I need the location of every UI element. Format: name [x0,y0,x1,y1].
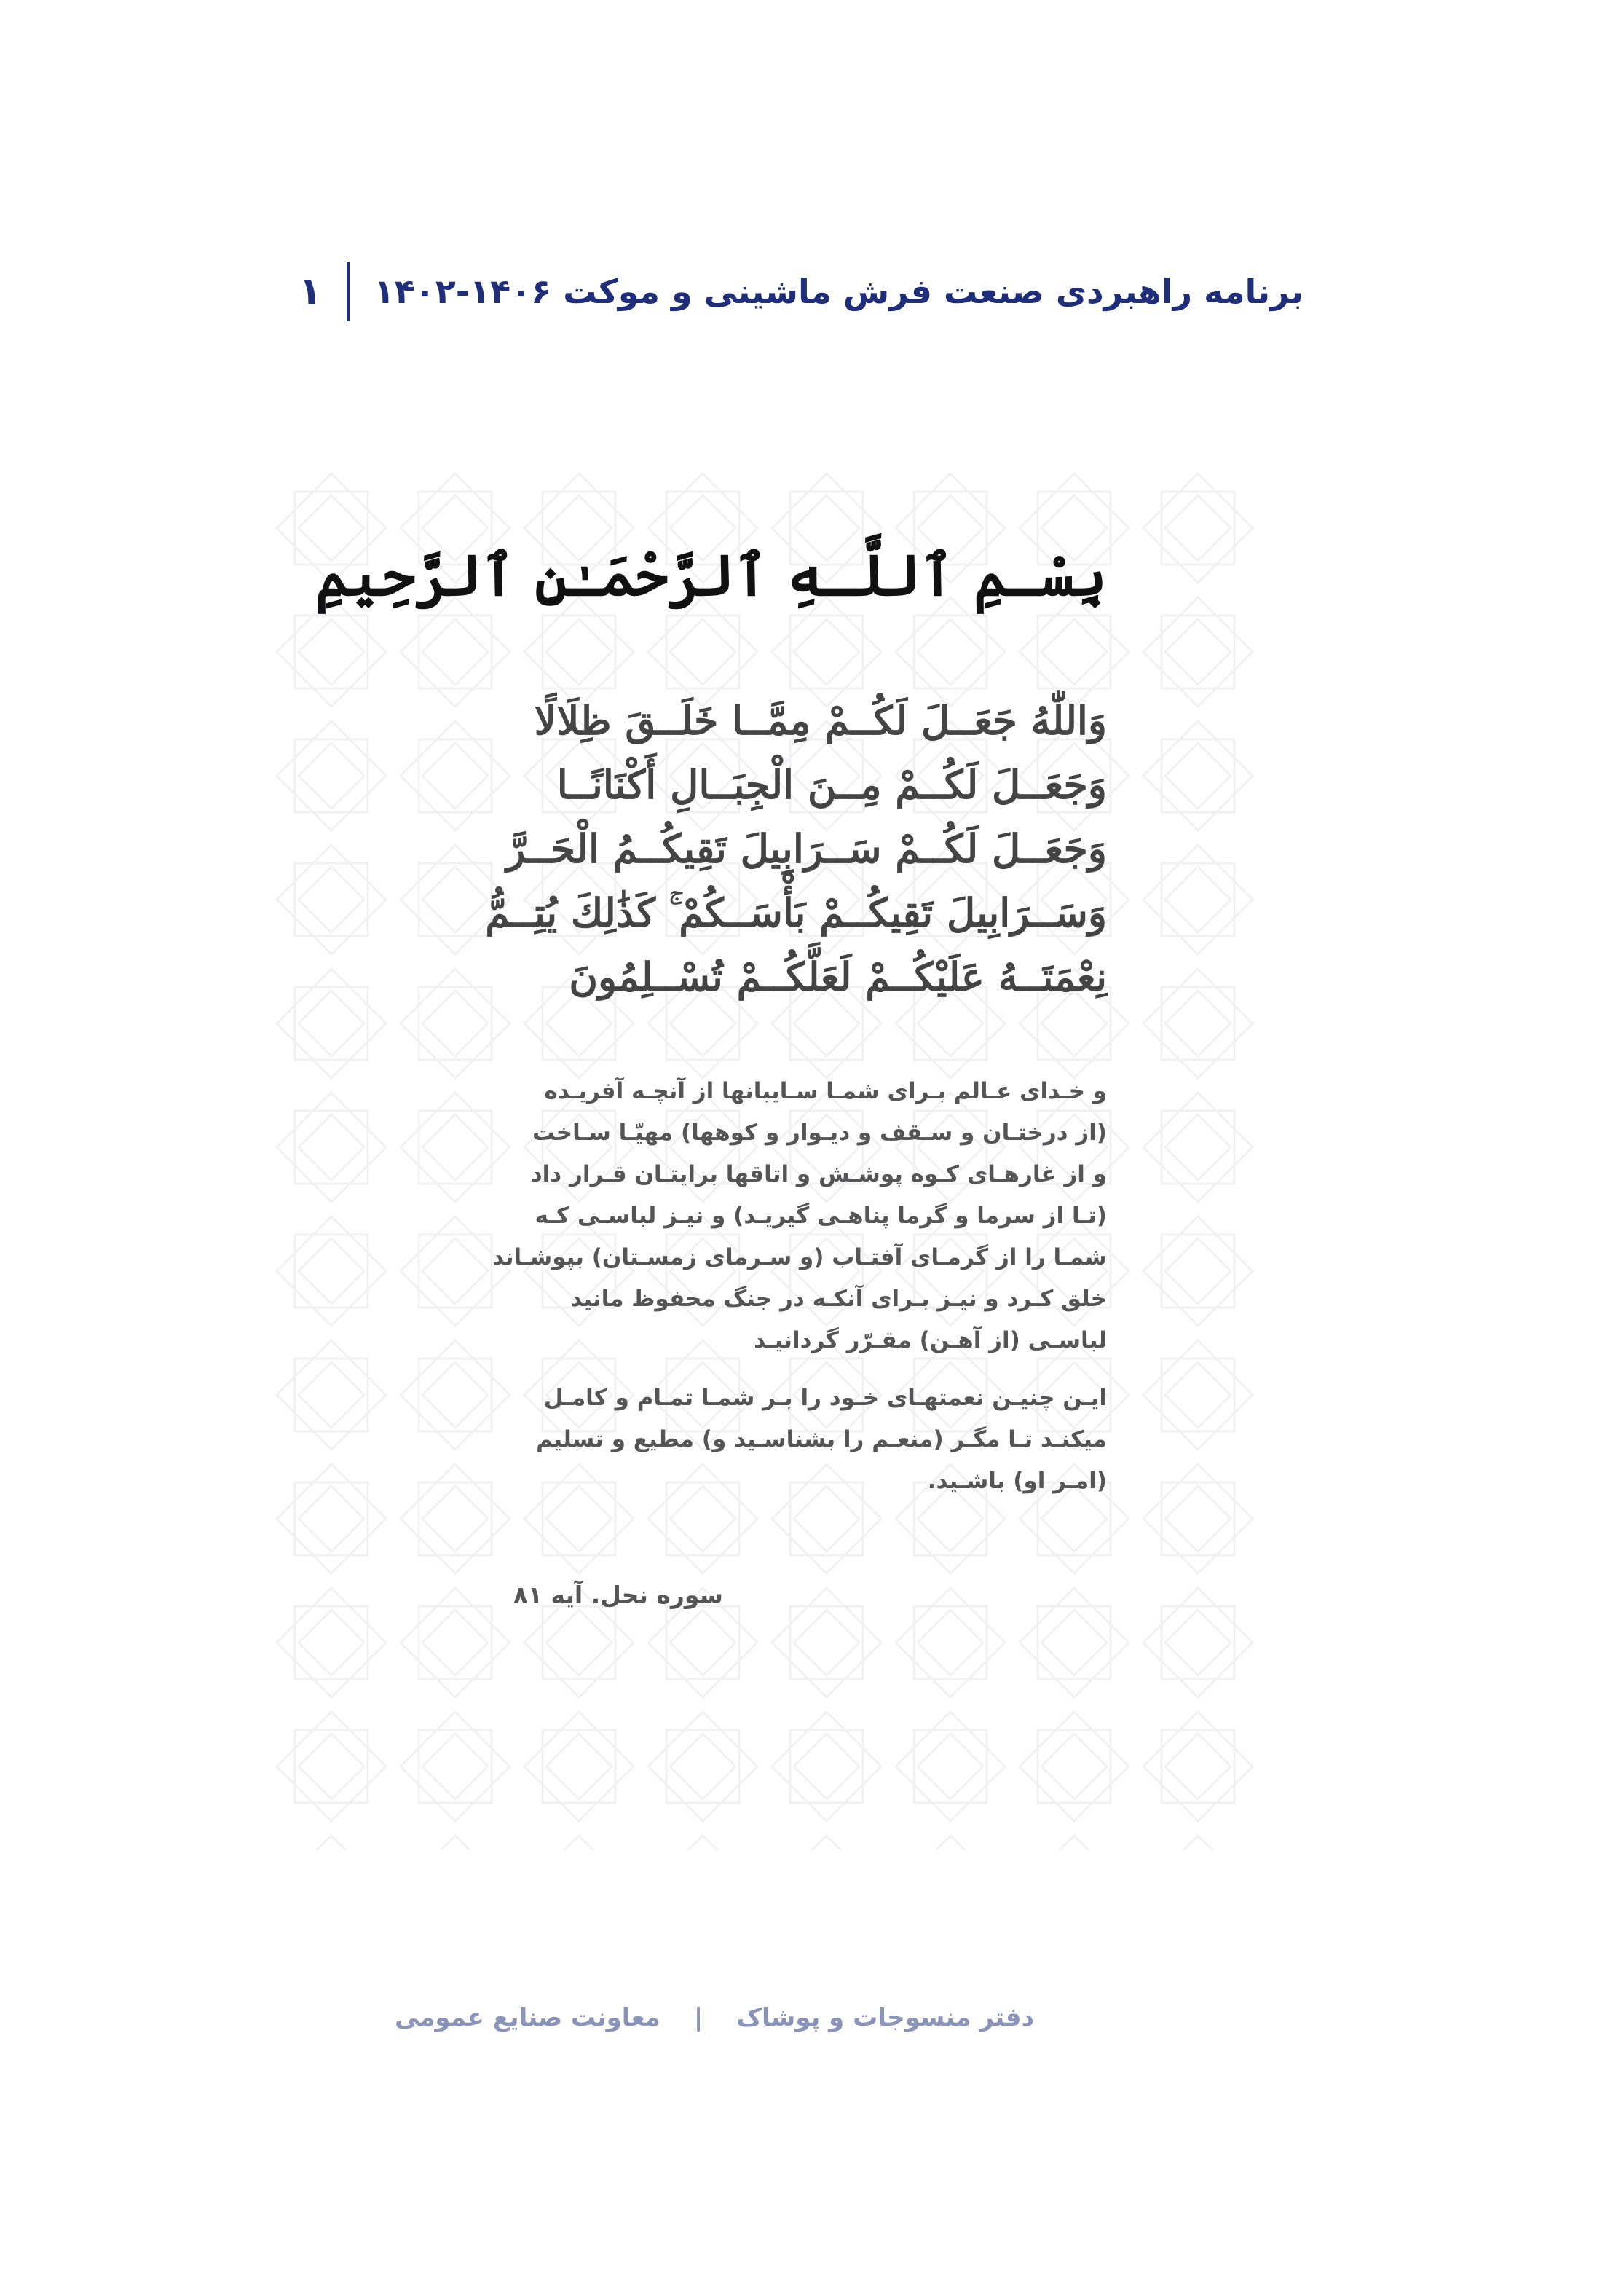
verse-line: وَسَــرَابِيلَ تَقِيكُــمْ بَأْسَــكُمْ ۚ كَذَٰلِكَ يُتِــمُّ [485,889,1107,936]
translation-line: خلق کـرد و نیـز بـرای آنکـه در جنگ محفوظ مانید [570,1286,1107,1312]
translation-line: و خـدای عـالم بـرای شمـا سـایبانها از آنچـه آفریـده [544,1078,1107,1104]
verse-translation [492,1071,1107,1502]
translation-line: ایـن چنیـن نعمتهـای خـود را بـر شمـا تمـام و کامـل [543,1385,1107,1411]
verse-line: وَاللّٰهُ جَعَــلَ لَكُــمْ مِمَّــا خَلَــقَ ظِلَالًا [534,697,1107,744]
translation-line: شمـا را از گرمـای آفتـاب (و سـرمای زمسـتان) بپوشـاند [492,1244,1107,1270]
translation-line: لباسـی (از آهـن) مقـرّر گردانیـد [754,1327,1107,1353]
translation-line: و از غارهـای کـوه پوشـش و اتاقها برایتـان قـرار داد [530,1161,1107,1187]
page-footer [364,1996,1034,2040]
quran-verse [485,688,1107,1009]
verse-line: وَجَعَــلَ لَكُــمْ مِــنَ الْجِبَــالِ أَكْنَانًــا [556,761,1107,808]
paragraph-gap [510,1361,1107,1377]
page-header [299,262,1304,321]
translation-line: میکنـد تـا مگـر (منعـم را بشناسـید و) مطیع و تسلیم [536,1426,1107,1452]
translation-line: (تـا از سرما و گرما پناهـی گیریـد) و نیـز لباسـی کـه [535,1203,1107,1229]
footer-office: دفتر منسوجات و پوشاک [736,2003,1034,2032]
document-title: برنامه راهبردی صنعت فرش ماشینی و موکت ۱۴۰۶-۱۴۰۲ [374,272,1304,311]
translation-line: (امـر او) باشـید. [927,1468,1107,1494]
translation-line: (از درختـان و سـقف و دیـوار و کوهها) مهیّـا سـاخت [532,1120,1107,1146]
verse-line: وَجَعَــلَ لَكُــمْ سَــرَابِيلَ تَقِيكُــمُ الْحَــرَّ [506,825,1107,872]
basmala-heading: بِسْـمِ ٱللَّـهِ ٱلرَّحْمَـٰنِ ٱلرَّحِيمِ [315,543,1107,609]
footer-deputy: معاونت صنایع عمومی [394,2003,660,2032]
header-divider [347,262,350,321]
verse-reference: سوره نحل. آیه ۸۱ [513,1581,723,1609]
page-number: ۱ [299,270,322,313]
verse-line: نِعْمَتَــهُ عَلَيْكُــمْ لَعَلَّكُــمْ تُسْــلِمُونَ [569,954,1107,1000]
footer-separator: | [693,2003,703,2032]
